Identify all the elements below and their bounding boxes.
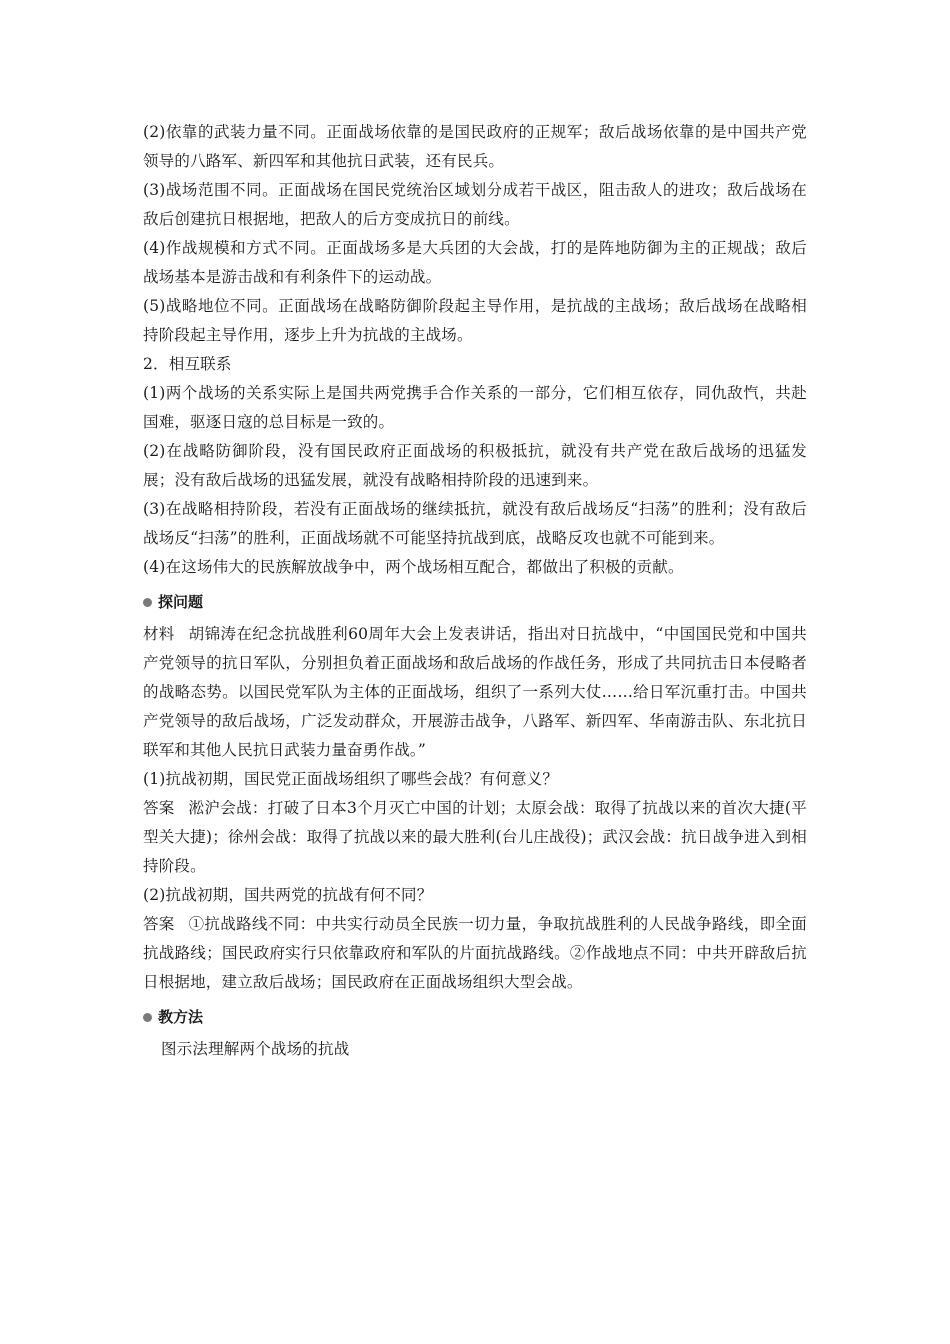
bullet-icon bbox=[143, 1013, 152, 1022]
method-text: 图示法理解两个战场的抗战 bbox=[161, 1040, 350, 1058]
answer-label: 答案 bbox=[143, 799, 175, 817]
explore-heading-text: 探问题 bbox=[158, 593, 204, 611]
answer-1 bbox=[143, 794, 807, 881]
material-paragraph bbox=[143, 620, 807, 765]
difference-item-3: (3)战场范围不同。正面战场在国民党统治区域划分成若干战区，阻击敌人的进攻；敌后战场在敌后创建抗日根据地，把敌人的后方变成抗日的前线。 bbox=[143, 181, 807, 228]
bullet-icon bbox=[143, 598, 152, 607]
material-label: 材料 bbox=[143, 625, 175, 643]
method-heading bbox=[143, 1003, 807, 1032]
answer-2 bbox=[143, 910, 807, 997]
difference-item-5: (5)战略地位不同。正面战场在战略防御阶段起主导作用，是抗战的主战场；敌后战场在战略相持阶段起主导作用，逐步上升为抗战的主战场。 bbox=[143, 297, 807, 344]
relation-item-3: (3)在战略相持阶段，若没有正面战场的继续抵抗，就没有敌后战场反“扫荡”的胜利；没有敌后战场反“扫荡”的胜利，正面战场就不可能坚持抗战到底，战略反攻也就不可能到来。 bbox=[143, 500, 807, 547]
document-page bbox=[143, 118, 807, 1064]
explore-heading bbox=[143, 588, 807, 617]
answer-2-text: ①抗战路线不同：中共实行动员全民族一切力量，争取抗战胜利的人民战争路线，即全面抗战路线；国民政府实行只依靠政府和军队的片面抗战路线。②作战地点不同：中共开辟敌后抗日根据地，建立敌后战场；国民政府在正面战场组织大型会战。 bbox=[143, 915, 807, 991]
question-1: (1)抗战初期，国民党正面战场组织了哪些会战？有何意义？ bbox=[143, 770, 559, 788]
answer-1-text: 淞沪会战：打破了日本3个月灭亡中国的计划；太原会战：取得了抗战以来的首次大捷(平型关大捷)；徐州会战：取得了抗战以来的最大胜利(台儿庄战役)；武汉会战：抗日战争进入到相持阶段。 bbox=[143, 799, 807, 875]
difference-item-4: (4)作战规模和方式不同。正面战场多是大兵团的大会战，打的是阵地防御为主的正规战；敌后战场基本是游击战和有利条件下的运动战。 bbox=[143, 239, 807, 286]
method-heading-text: 教方法 bbox=[158, 1008, 204, 1026]
relation-item-2: (2)在战略防御阶段，没有国民政府正面战场的积极抵抗，就没有共产党在敌后战场的迅猛发展；没有敌后战场的迅猛发展，就没有战略相持阶段的迅速到来。 bbox=[143, 442, 807, 489]
answer-label: 答案 bbox=[143, 915, 175, 933]
relation-item-1: (1)两个战场的关系实际上是国共两党携手合作关系的一部分，它们相互依存，同仇敌忾，共赴国难，驱逐日寇的总目标是一致的。 bbox=[143, 384, 807, 431]
relation-heading: 2．相互联系 bbox=[143, 355, 232, 373]
relation-item-4: (4)在这场伟大的民族解放战争中，两个战场相互配合，都做出了积极的贡献。 bbox=[143, 558, 684, 576]
difference-item-2: (2)依靠的武装力量不同。正面战场依靠的是国民政府的正规军；敌后战场依靠的是中国共产党领导的八路军、新四军和其他抗日武装，还有民兵。 bbox=[143, 123, 807, 170]
material-text: 胡锦涛在纪念抗战胜利60周年大会上发表讲话，指出对日抗战中，“中国国民党和中国共产党领导的抗日军队，分别担负着正面战场和敌后战场的作战任务，形成了共同抗击日本侵略者的战略态势。以国民党军队为主体的正面战场，组织了一系列大仗……给日军沉重打击。中国共产党领导的敌后战场，广泛发动群众，开展游击战争，八路军、新四军、华南游击队、东北抗日联军和其他人民抗日武装力量奋勇作战。” bbox=[143, 625, 807, 759]
question-2: (2)抗战初期，国共两党的抗战有何不同？ bbox=[143, 886, 433, 904]
